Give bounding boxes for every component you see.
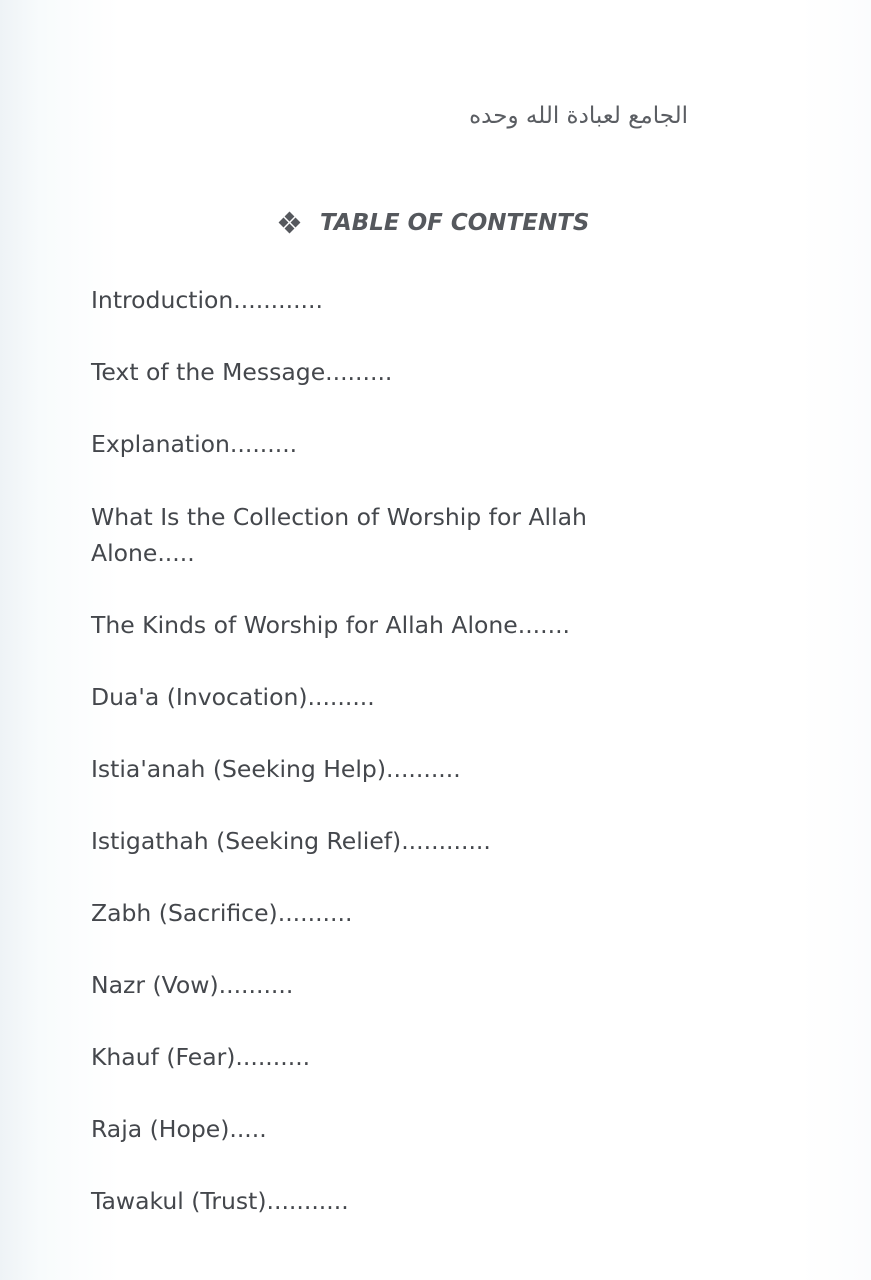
toc-entry-tawakul[interactable]: Tawakul (Trust)........... <box>91 1187 349 1215</box>
toc-entry-istigathah[interactable]: Istigathah (Seeking Relief)............ <box>91 827 491 855</box>
toc-heading <box>278 210 589 236</box>
toc-entry-text-of-message[interactable]: Text of the Message......... <box>91 358 393 386</box>
toc-title: TABLE OF CONTENTS <box>320 210 590 236</box>
toc-entry-raja[interactable]: Raja (Hope)..... <box>91 1115 267 1143</box>
arabic-title: الجامع لعبادة الله وحده <box>469 103 688 129</box>
four-diamonds-icon <box>278 212 302 234</box>
toc-entry-kinds-of-worship[interactable]: The Kinds of Worship for Allah Alone....... <box>91 611 571 639</box>
toc-entry-istiaanah[interactable]: Istia'anah (Seeking Help).......... <box>91 755 461 783</box>
toc-entry-explanation[interactable]: Explanation......... <box>91 430 298 458</box>
toc-entry-introduction[interactable]: Introduction............ <box>91 286 323 314</box>
toc-entry-nazr[interactable]: Nazr (Vow).......... <box>91 971 294 999</box>
toc-entry-zabh[interactable]: Zabh (Sacrifice).......... <box>91 899 353 927</box>
toc-entry-collection-of-worship[interactable]: What Is the Collection of Worship for Allah Alone..... <box>91 503 587 567</box>
toc-entry-khauf[interactable]: Khauf (Fear).......... <box>91 1043 311 1071</box>
toc-entry-duaa[interactable]: Dua'a (Invocation)......... <box>91 683 375 711</box>
